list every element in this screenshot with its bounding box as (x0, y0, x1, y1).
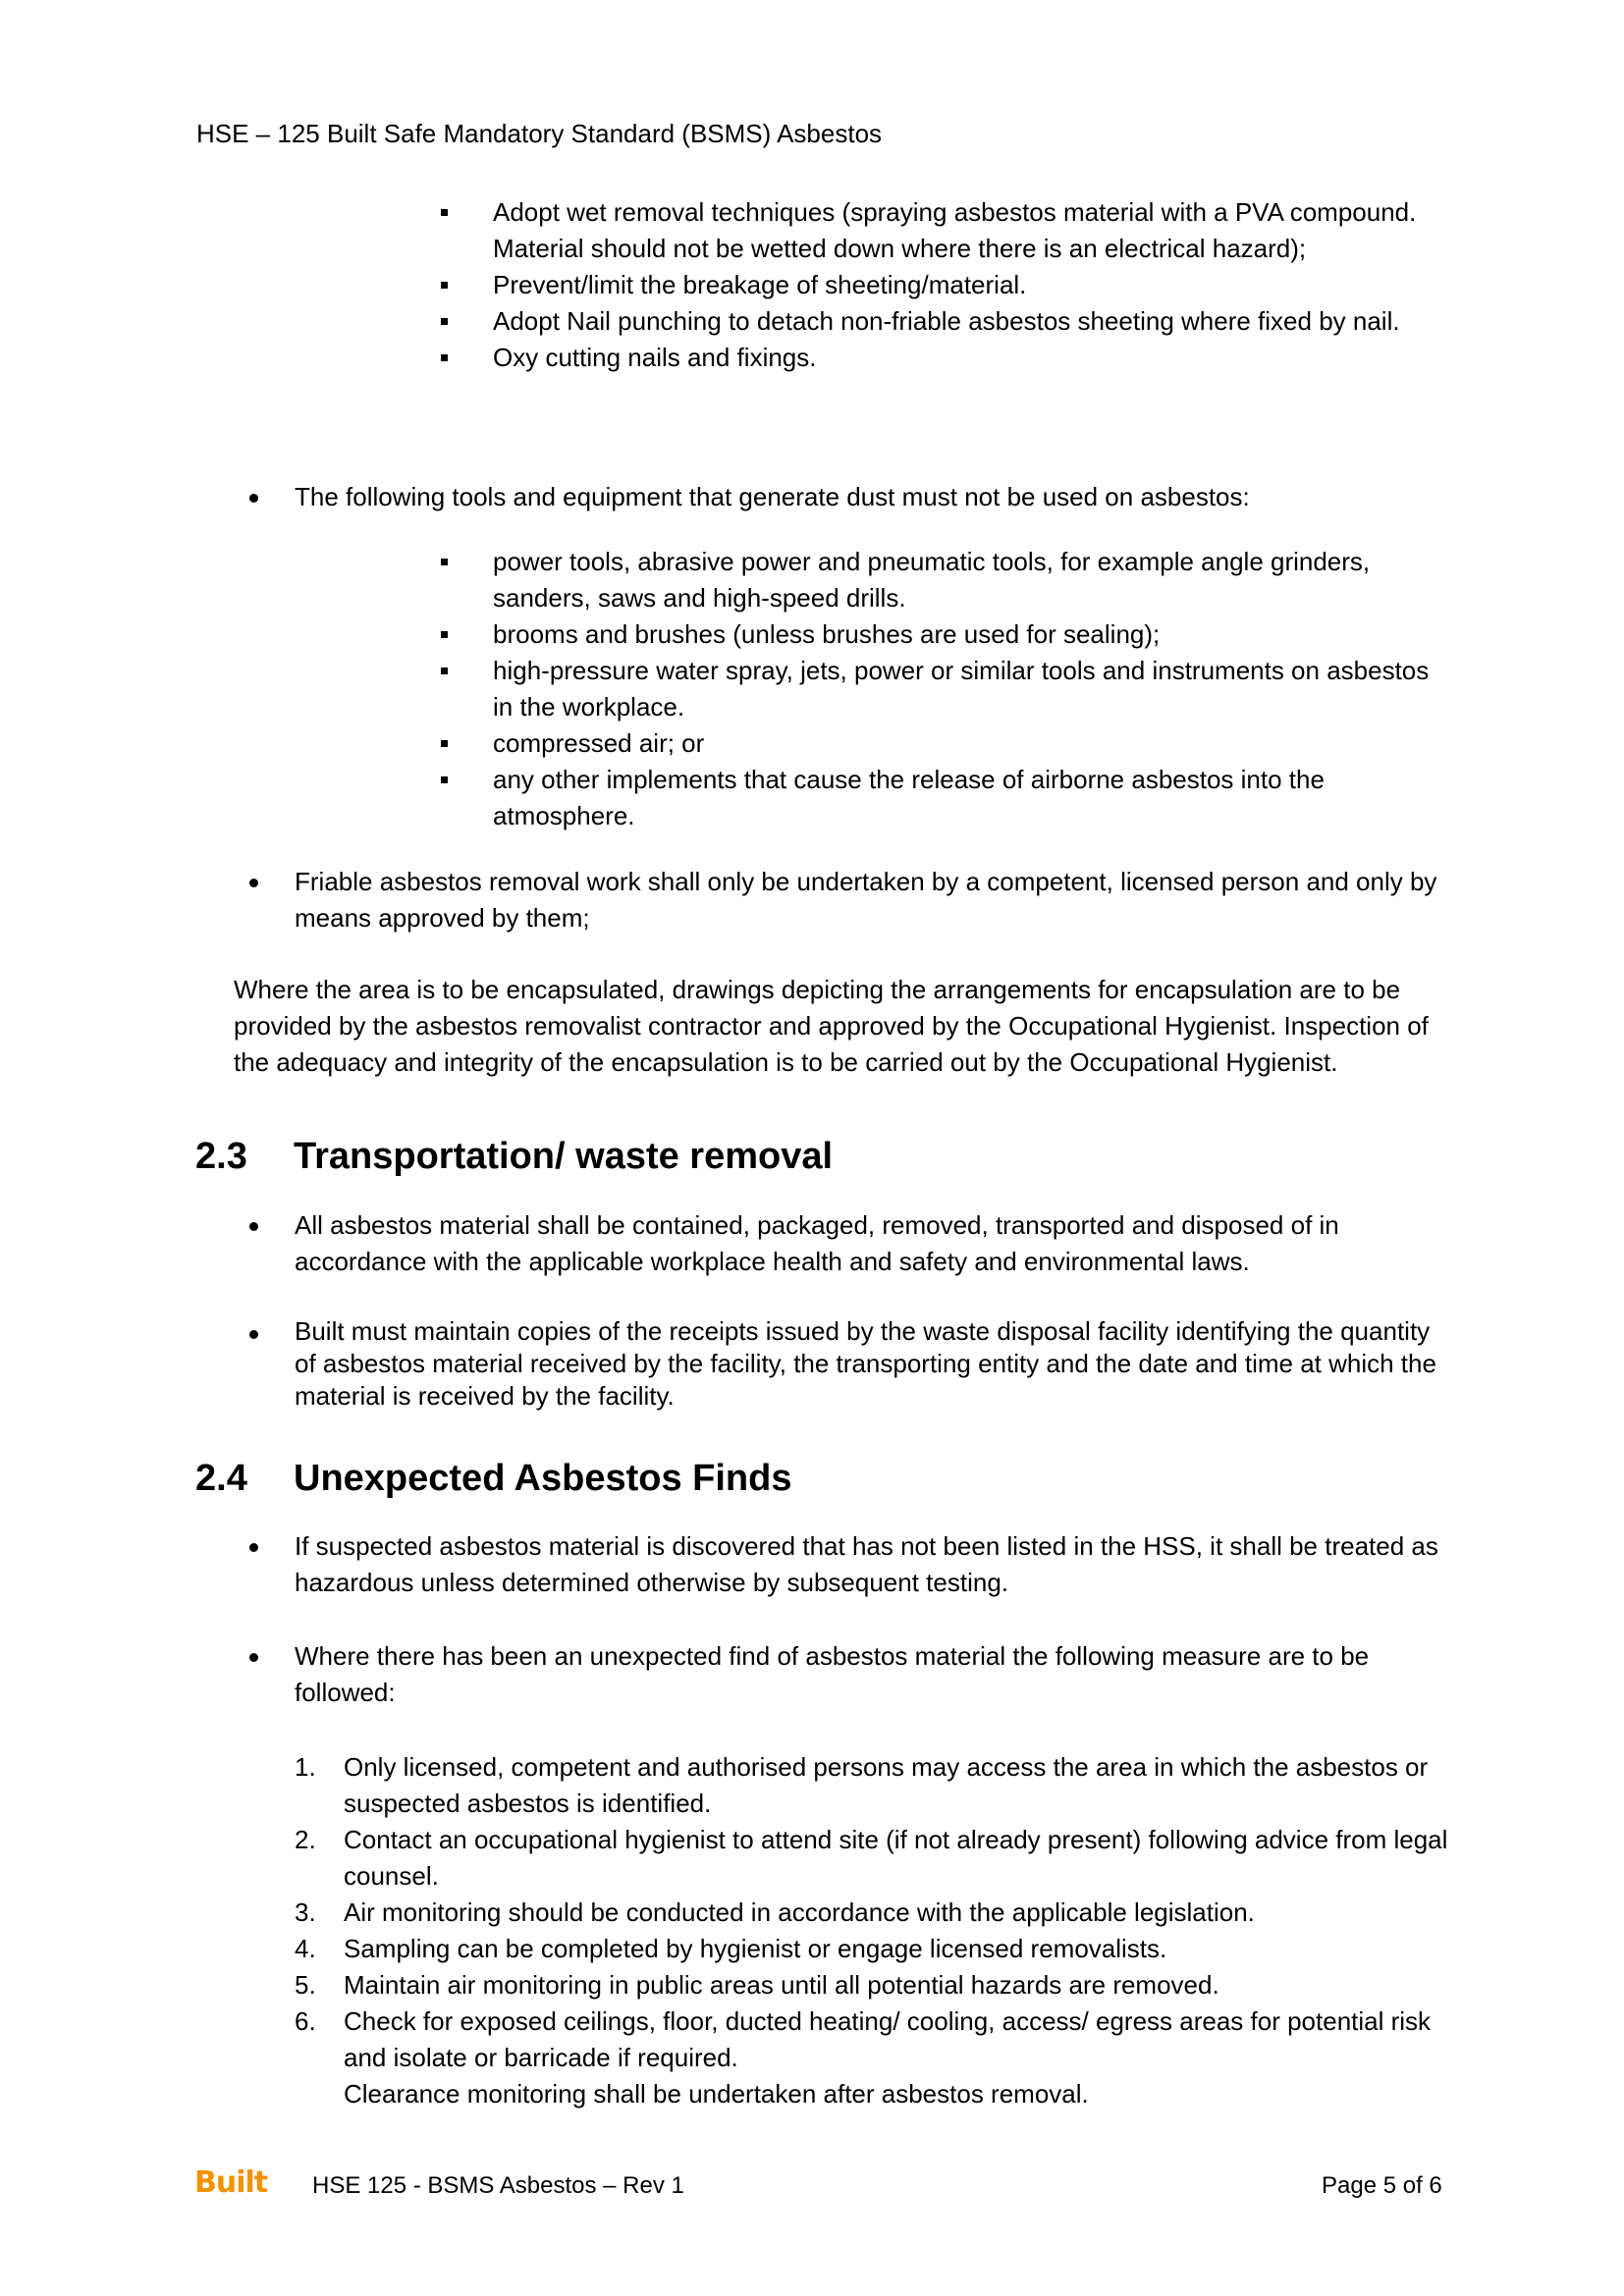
section-title: Unexpected Asbestos Finds (294, 1458, 792, 1499)
section-number: 2.3 (195, 1136, 247, 1177)
list-item: Prevent/limit the breakage of sheeting/material. (493, 267, 1475, 303)
finds-bullet-1: If suspected asbestos material is discovered that has not been listed in the HSS, it shall be treated as hazardous unless determined otherwise by subsequent testing. (295, 1528, 1453, 1601)
list-item (295, 1895, 1453, 1931)
list-item: Adopt wet removal techniques (spraying asbestos material with a PVA compound. Material should not be wetted down where there is an electrical hazard); (493, 194, 1475, 267)
step-text: Check for exposed ceilings, floor, ducted heating/ cooling, access/ egress areas for potential risk and isolate or barricade if required. (344, 2006, 1432, 2072)
friable-bullet: Friable asbestos removal work shall only be undertaken by a competent, licensed person and only by means approved by them; (295, 864, 1453, 936)
wet-removal-list (493, 194, 1475, 376)
step-number: 6. (295, 2006, 316, 2036)
step-number: 4. (295, 1934, 316, 1963)
list-item: compressed air; or (493, 725, 1445, 762)
waste-bullet-2: Built must maintain copies of the receipts issued by the waste disposal facility identifying the quantity of asbestos material received by the facility, the transporting entity and the date and time at which the material is received by the facility. (295, 1315, 1453, 1413)
step-text: Maintain air monitoring in public areas until all potential hazards are removed. (344, 1970, 1219, 2000)
list-item (295, 1749, 1453, 1822)
step-number: 3. (295, 1897, 316, 1927)
step-text: Sampling can be completed by hygienist or engage licensed removalists. (344, 1934, 1167, 1963)
waste-bullet-1: All asbestos material shall be contained, packaged, removed, transported and disposed of in accordance with the applicable workplace health and safety and environmental laws. (295, 1207, 1453, 1280)
section-2-3-heading (195, 1134, 833, 1179)
footer-doc-ref: HSE 125 - BSMS Asbestos – Rev 1 (312, 2172, 684, 2199)
list-item: Oxy cutting nails and fixings. (493, 340, 1475, 376)
section-title: Transportation/ waste removal (294, 1136, 834, 1177)
list-item: high-pressure water spray, jets, power or similar tools and instruments on asbestos in the workplace. (493, 653, 1445, 725)
built-logo: Built (194, 2165, 268, 2200)
section-2-4-heading (195, 1456, 792, 1501)
list-item (295, 1931, 1453, 1967)
list-item (295, 1822, 1453, 1895)
step-number: 5. (295, 1970, 316, 2000)
tools-list (493, 544, 1445, 834)
list-item: Adopt Nail punching to detach non-friable asbestos sheeting where fixed by nail. (493, 303, 1475, 340)
footer-page-number: Page 5 of 6 (1322, 2172, 1442, 2199)
finds-bullet-2: Where there has been an unexpected find of asbestos material the following measure are to be followed: (295, 1638, 1453, 1711)
list-item: any other implements that cause the release of airborne asbestos into the atmosphere. (493, 762, 1445, 834)
step-text: Air monitoring should be conducted in accordance with the applicable legislation. (344, 1897, 1255, 1927)
finds-steps-list (295, 1749, 1453, 2112)
step-number: 1. (295, 1752, 316, 1782)
step-number: 2. (295, 1825, 316, 1854)
list-item: brooms and brushes (unless brushes are used for sealing); (493, 616, 1445, 653)
list-item (295, 1967, 1453, 2003)
step-text: Only licensed, competent and authorised persons may access the area in which the asbestos or suspected asbestos is identified. (344, 1752, 1429, 1818)
encapsulation-paragraph: Where the area is to be encapsulated, drawings depicting the arrangements for encapsulation are to be provided by the asbestos removalist contractor and approved by the Occupational Hygienist. Inspection of the adequacy and integrity of the encapsulation is to be carried out by the Occupational Hygienist. (234, 975, 1429, 1077)
list-item: power tools, abrasive power and pneumatic tools, for example angle grinders, sanders, saws and high-speed drills. (493, 544, 1445, 616)
tools-bullet: The following tools and equipment that generate dust must not be used on asbestos: (295, 479, 1453, 515)
section-number: 2.4 (195, 1458, 247, 1499)
list-item (295, 2003, 1453, 2076)
step-text: Contact an occupational hygienist to attend site (if not already present) following advice from legal counsel. (344, 1825, 1448, 1891)
page-header: HSE – 125 Built Safe Mandatory Standard (BSMS) Asbestos (196, 119, 883, 148)
list-item-closing: Clearance monitoring shall be undertaken after asbestos removal. (344, 2079, 1089, 2109)
